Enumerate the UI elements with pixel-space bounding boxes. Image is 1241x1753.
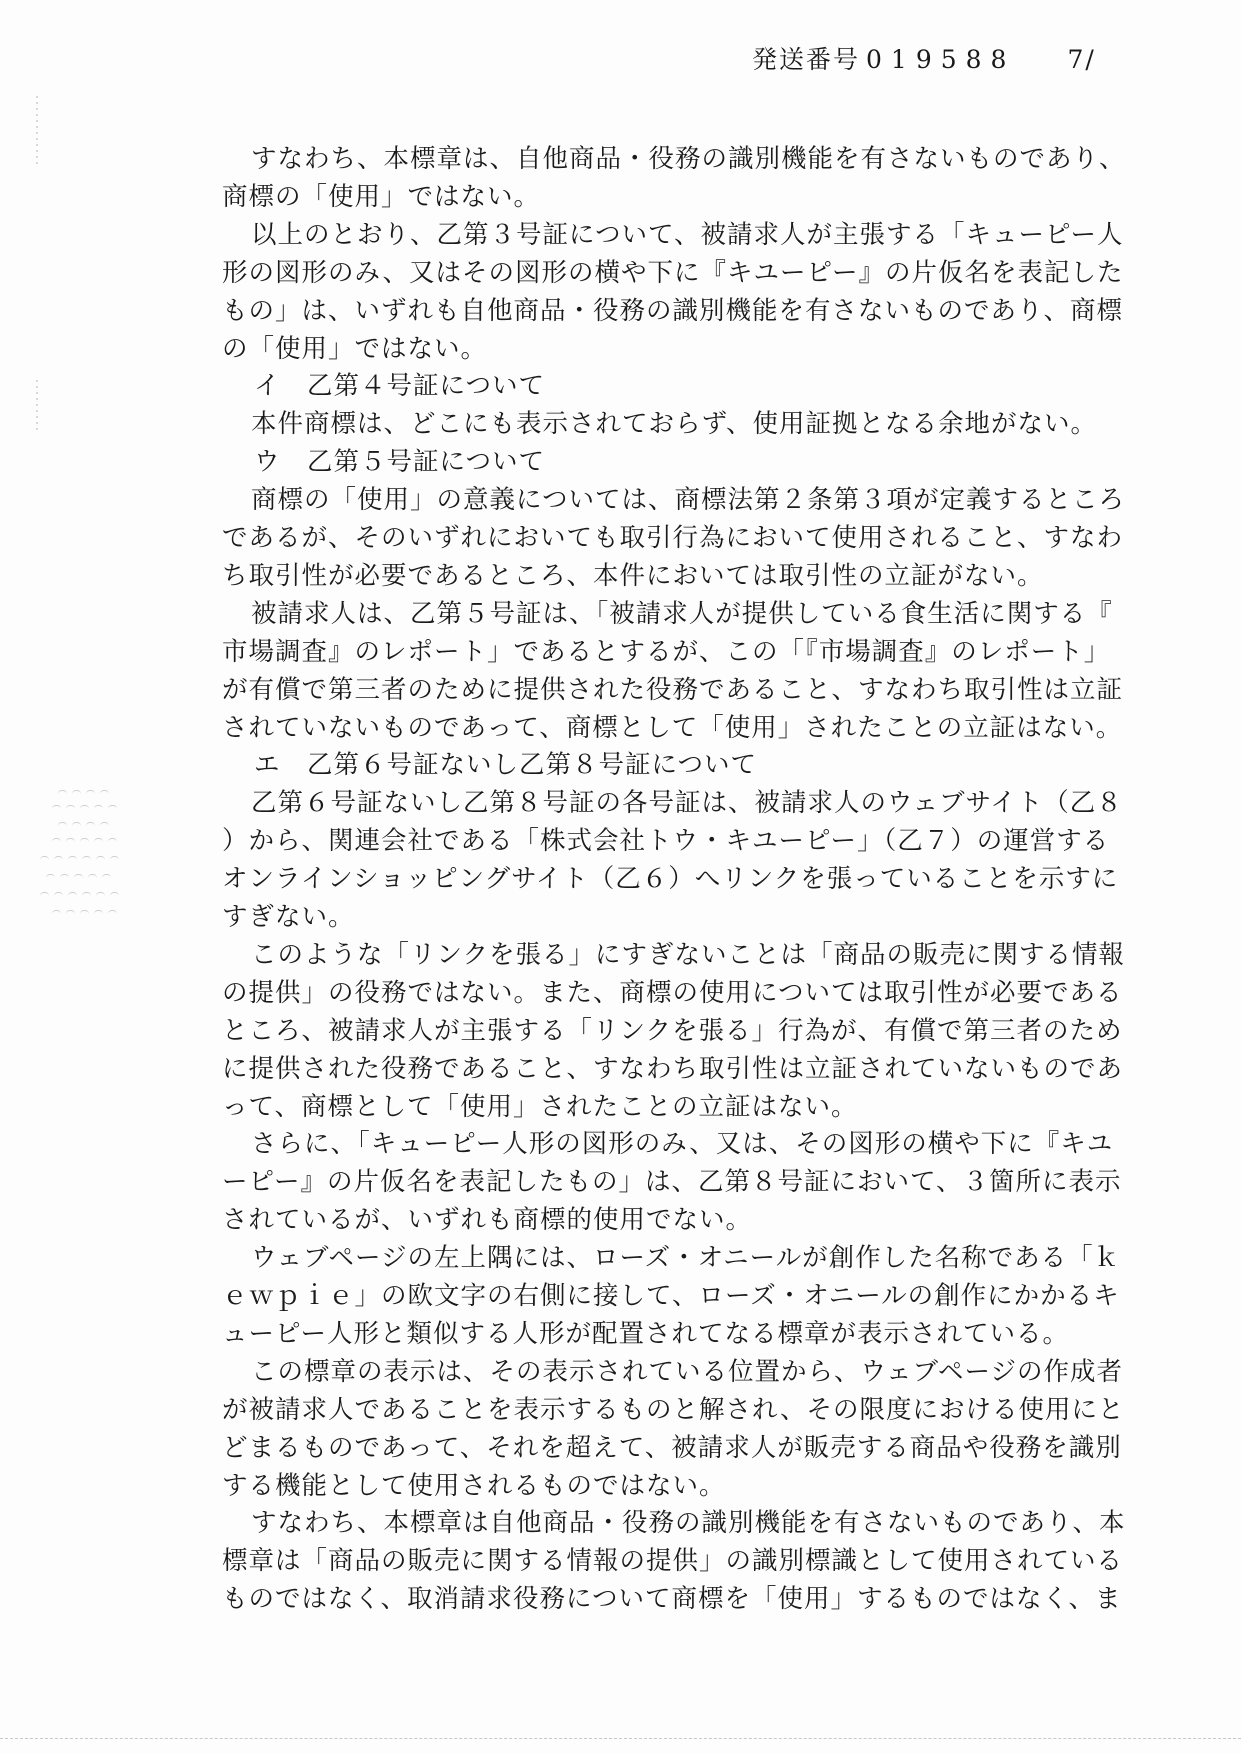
scan-edge-mark xyxy=(36,380,38,430)
perforation-hole xyxy=(72,822,81,827)
text-line: ウ 乙第５号証について xyxy=(254,447,545,478)
text-line: ウェブページの左上隅には、ローズ・オニールが創作した名称である「ｋ xyxy=(251,1243,1121,1274)
text-line: すぎない。 xyxy=(222,902,355,932)
perforation-hole xyxy=(80,805,89,810)
text-line: されているが、いずれも商標的使用でない。 xyxy=(222,1205,753,1236)
perforation-hole xyxy=(66,805,75,810)
text-line: このような「リンクを張る」にすぎないことは「商品の販売に関する情報 xyxy=(251,939,1125,970)
perforation-hole xyxy=(60,874,69,879)
text-line: する機能として使用されるものではない。 xyxy=(222,1470,726,1501)
text-line: この標章の表示は、その表示されている位置から、ウェブページの作成者 xyxy=(251,1356,1123,1387)
perforation-hole xyxy=(96,892,105,897)
perforation-hole xyxy=(86,822,95,827)
perforation-hole xyxy=(68,856,77,861)
text-line: の提供」の役務ではない。また、商標の使用については取引性が必要である xyxy=(222,977,1123,1008)
text-line: が被請求人であることを表示するものと解され、その限度における使用にと xyxy=(222,1394,1125,1425)
perforation-hole xyxy=(54,856,63,861)
perforation-hole xyxy=(52,838,61,843)
text-line: 以上のとおり、乙第３号証について、被請求人が主張する「キューピー人 xyxy=(251,219,1124,250)
perforation-hole xyxy=(52,910,61,915)
text-line: ところ、被請求人が主張する「リンクを張る」行為が、有償で第三者のため xyxy=(222,1015,1123,1046)
perforation-hole xyxy=(110,892,119,897)
dispatch-number-label: 発送番号 xyxy=(752,45,861,74)
text-line: 形の図形のみ、又はその図形の横や下に『キユーピー』の片仮名を表記した xyxy=(222,257,1124,288)
text-line: されていないものであって、商標として「使用」されたことの立証はない。 xyxy=(222,712,1123,743)
text-line: エ 乙第６号証ないし乙第８号証について xyxy=(254,750,757,781)
text-line: 市場調査』のレポート」であるとするが、この「『市場調査』のレポート」 xyxy=(222,636,1111,667)
text-line: って、商標として「使用」されたことの立証はない。 xyxy=(222,1091,858,1122)
text-line: すなわち、本標章は、自他商品・役務の識別機能を有さないものであり、 xyxy=(251,144,1126,174)
perforation-hole xyxy=(108,838,117,843)
perforation-hole xyxy=(40,892,49,897)
text-line: もの」は、いずれも自他商品・役務の識別機能を有さないものであり、商標 xyxy=(222,295,1124,326)
text-line: ち取引性が必要であるところ、本件においては取引性の立証がない。 xyxy=(222,560,1044,591)
perforation-hole xyxy=(66,910,75,915)
text-line: 商標の「使用」ではない。 xyxy=(222,181,541,212)
perforation-hole xyxy=(100,822,109,827)
text-line: オンラインショッピングサイト（乙６）へリンクを張っていることを示すに xyxy=(222,864,1119,895)
perforation-hole xyxy=(108,805,117,810)
text-line: ものではなく、取消請求役務について商標を「使用」するものではなく、ま xyxy=(222,1584,1122,1615)
perforation-hole xyxy=(74,874,83,879)
text-line: イ 乙第４号証について xyxy=(254,371,545,402)
text-line: が有償で第三者のために提供された役務であること、すなわち取引性は立証 xyxy=(222,674,1124,705)
perforation-hole xyxy=(80,910,89,915)
perforation-hole xyxy=(94,838,103,843)
perforation-hole xyxy=(66,838,75,843)
perforation-hole xyxy=(86,790,95,795)
text-line: ューピー人形と類似する人形が配置されてなる標章が表示されている。 xyxy=(222,1318,1069,1349)
perforation-hole xyxy=(72,790,81,795)
perforation-hole xyxy=(102,874,111,879)
text-line: 乙第６号証ないし乙第８号証の各号証は、被請求人のウェブサイト（乙８ xyxy=(251,788,1123,819)
perforation-hole xyxy=(68,892,77,897)
perforation-hole xyxy=(108,910,117,915)
perforation-hole xyxy=(54,892,63,897)
perforation-hole xyxy=(94,805,103,810)
text-line: すなわち、本標章は自他商品・役務の識別機能を有さないものであり、本 xyxy=(251,1508,1126,1539)
perforation-hole xyxy=(58,790,67,795)
perforation-hole xyxy=(52,805,61,810)
page-header xyxy=(752,40,1096,76)
perforation-hole xyxy=(82,856,91,861)
text-line: 被請求人は、乙第５号証は、「被請求人が提供している食生活に関する『 xyxy=(251,598,1113,629)
text-line: ーピー』の片仮名を表記したもの」は、乙第８号証において、３箇所に表示 xyxy=(222,1167,1122,1198)
perforation-hole xyxy=(94,910,103,915)
perforation-hole xyxy=(96,856,105,861)
perforation-hole xyxy=(100,790,109,795)
perforation-hole xyxy=(80,838,89,843)
text-line: 商標の「使用」の意義については、商標法第２条第３項が定義するところ xyxy=(251,485,1125,516)
perforation-hole xyxy=(110,856,119,861)
text-line: に提供された役務であること、すなわち取引性は立証されていないものであ xyxy=(222,1053,1124,1084)
perforation-hole xyxy=(82,892,91,897)
text-line: ）から、関連会社である「株式会社トウ・キユーピー」（乙７）の運営する xyxy=(222,826,1110,857)
text-line: 本件商標は、どこにも表示されておらず、使用証拠となる余地がない。 xyxy=(251,409,1097,440)
page-number: 7/ xyxy=(1067,45,1096,74)
text-line: さらに、「キューピー人形の図形のみ、又は、その図形の横や下に『キユ xyxy=(251,1129,1114,1160)
text-line: の「使用」ではない。 xyxy=(222,333,488,364)
perforation-hole xyxy=(46,874,55,879)
perforation-hole xyxy=(88,874,97,879)
perforation-hole xyxy=(58,822,67,827)
text-line: 標章は「商品の販売に関する情報の提供」の識別標識として使用されている xyxy=(222,1546,1124,1577)
dispatch-number: 019588 xyxy=(866,45,1016,74)
bottom-rule xyxy=(0,1738,1241,1739)
perforation-hole xyxy=(40,856,49,861)
text-line: どまるものであって、それを超えて、被請求人が販売する商品や役務を識別 xyxy=(222,1432,1122,1463)
text-line: ｅｗｐｉｅ」の欧文字の右側に接して、ローズ・オニールの創作にかかるキ xyxy=(222,1281,1120,1311)
text-line: であるが、そのいずれにおいても取引行為において使用されること、すなわ xyxy=(222,523,1124,553)
scan-edge-mark xyxy=(36,96,38,166)
